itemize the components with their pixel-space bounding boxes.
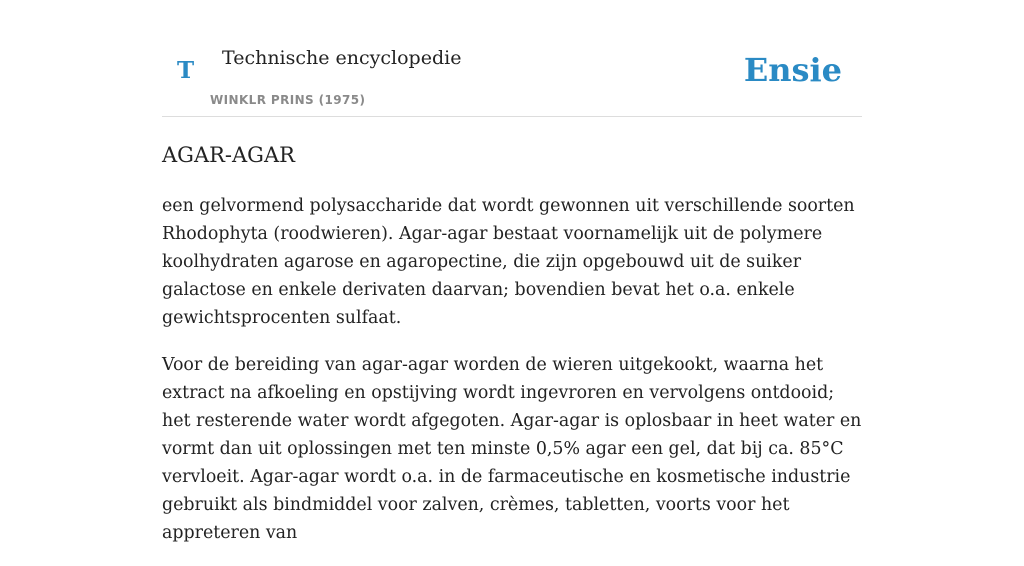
article-paragraph-2: Voor de bereiding van agar-agar worden de wieren uitgekookt, waarna het extract na afkoeling en opstijving wordt ingevroren en vervolgens ontdooid; het resterende water wordt afgegoten. Agar-agar is oplosbaar in heet water en vormt dan uit oplossingen met ten minste 0,5% agar een gel, dat bij ca. 85°C vervloeit. Agar-agar wordt o.a. in de farmaceutische en kosmetische industrie gebruikt als bindmiddel voor zalven, crèmes, tabletten, voorts voor het appreteren van [162, 355, 862, 543]
publication-source: WINKLR PRINS (1975) [210, 93, 366, 107]
article-body [162, 192, 862, 566]
article-paragraph-1: een gelvormend polysaccharide dat wordt gewonnen uit verschillende soorten Rhodophyta (roodwieren). Agar-agar bestaat voornamelijk uit de polymere koolhydraten agarose en agaropectine, die zijn opgebouwd uit de suiker galactose en enkele derivaten daarvan; bovendien bevat het o.a. enkele gewichtsprocenten sulfaat. [162, 196, 855, 328]
brand-logo-link[interactable]: Ensie [743, 51, 842, 89]
publication-logo-icon[interactable]: T [177, 57, 195, 84]
publication-title-link[interactable]: Technische encyclopedie [222, 47, 462, 69]
publication-header [162, 38, 862, 117]
article-title: AGAR-AGAR [162, 143, 295, 167]
